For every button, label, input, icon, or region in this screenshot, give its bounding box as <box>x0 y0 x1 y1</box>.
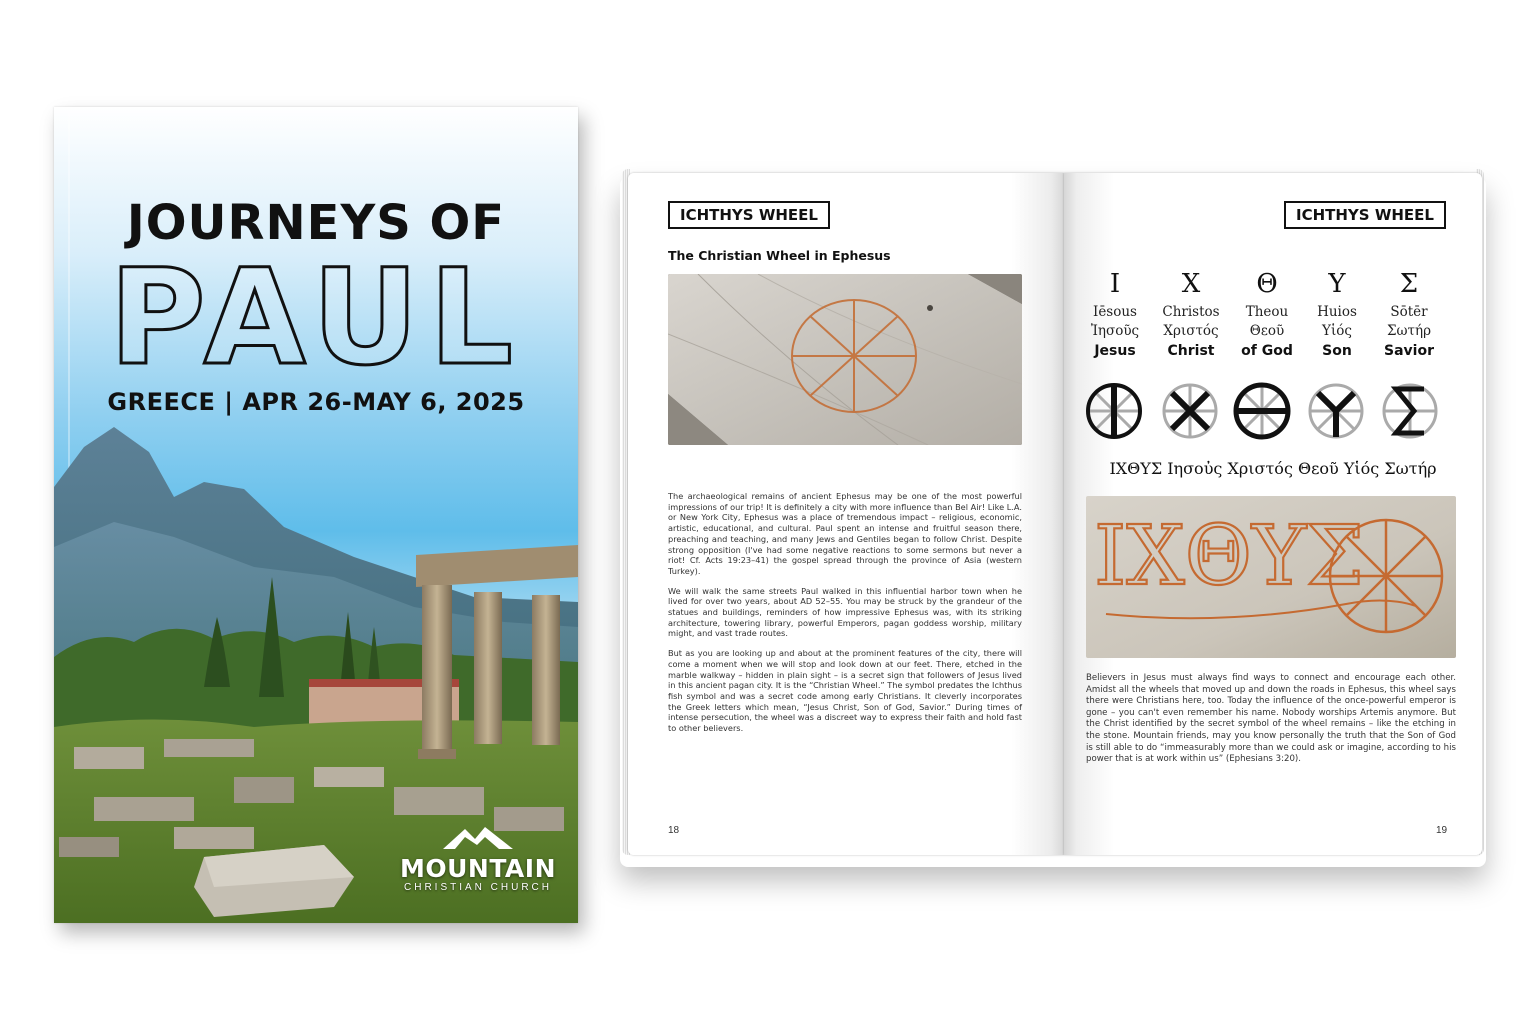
brochure-cover <box>54 107 578 923</box>
english-word: Son <box>1322 343 1352 359</box>
section-tag: ICHTHYS WHEEL <box>1284 201 1446 229</box>
greek-letter: Θ <box>1256 269 1278 299</box>
logo-wordmark: MOUNTAIN <box>399 854 557 883</box>
wheel-theta-icon <box>1232 381 1292 441</box>
wheel-iota-icon <box>1084 381 1144 441</box>
english-word: Jesus <box>1094 343 1136 359</box>
church-logo <box>390 825 566 893</box>
transliteration: Christos <box>1162 304 1220 320</box>
greek-letter-column <box>1080 269 1150 361</box>
section-tag: ICHTHYS WHEEL <box>668 201 830 229</box>
open-brochure <box>610 165 1490 865</box>
reflection-paragraph: Believers in Jesus must always find ways to connect and encourage each other. Amidst all the wheels that moved up and down the roads in Ephesus, this wheel says there were Christians here, too. Today the influence of the once-powerful emperor is gone – you can't even remember his name. Nobody worships Artemis anymore. But the Christ identified by the secret symbol of the wheel remains – like the etching in the stone. Mountain friends, may you know personally the truth that the Son of God is still able to do “immeasurably more than we could ask or imagine, according to his power that is at work within us” (Ephesians 3:20). <box>1086 673 1456 765</box>
transliteration: Sōtēr <box>1390 304 1428 320</box>
greek-letter: Σ <box>1399 269 1419 299</box>
english-word: of God <box>1241 343 1293 359</box>
greek-letter: Χ <box>1181 269 1201 299</box>
greek-letter-column <box>1302 269 1372 361</box>
inscription-text: ΙΧΘΥΣ <box>1094 509 1365 604</box>
wheel-upsilon-icon <box>1306 381 1366 441</box>
page-18 <box>628 173 1064 855</box>
greek-letter-column <box>1374 269 1444 361</box>
cover-title-main: PAUL <box>108 241 524 395</box>
greek-letter: Ι <box>1109 269 1121 299</box>
cover-subtitle: GREECE | APR 26-MAY 6, 2025 <box>107 388 525 416</box>
paragraph: We will walk the same streets Paul walked in this influential harbor town when he lived for over two years, about AD 52–55. You may be struck by the grandeur of the statues and buildings, reminders of how impressive Ephesus was, with its striking architecture, towering library, powerful Emperors, pagan goddess worship, military might, and vast trade routes. <box>668 585 1022 639</box>
cover-title-line1: JOURNEYS OF <box>126 195 506 251</box>
mountain-icon <box>443 825 513 849</box>
page-heading: The Christian Wheel in Ephesus <box>668 248 891 263</box>
greek-word: Σωτήρ <box>1386 323 1432 339</box>
wheel-sigma-icon <box>1380 381 1440 441</box>
ephesus-wheel-photo <box>668 274 1022 445</box>
greek-word: Χριστός <box>1163 323 1219 339</box>
greek-letter: Υ <box>1328 269 1346 299</box>
greek-word: Ἰησοῦς <box>1090 323 1140 339</box>
page-number: 19 <box>1436 825 1448 836</box>
ichthys-inscription-photo <box>1086 496 1456 658</box>
paragraph: But as you are looking up and about at the prominent features of the city, there will come a moment when we will stop and look down at our feet. There, etched in the marble walkway – hidden in plain sight – is a secret sign that followers of Jesus lived in this ancient pagan city. It is the “Christian Wheel.” The symbol predates the Ichthus fish symbol and was a secret code among early Christians. It cleverly incorporates the Greek letters which mean, “Jesus Christ, Son of God, Savior.” During times of intense persecution, the wheel was a discreet way to express their faith and hold fast to other believers. <box>668 648 1023 734</box>
logo-tagline: CHRISTIAN CHURCH <box>404 882 552 893</box>
wheel-chi-icon <box>1160 381 1220 441</box>
english-word: Savior <box>1384 343 1434 359</box>
greek-letter-column <box>1232 269 1302 361</box>
page-number: 18 <box>668 825 680 836</box>
transliteration: Theou <box>1245 304 1289 320</box>
transliteration: Iēsous <box>1092 304 1137 320</box>
english-word: Christ <box>1167 343 1215 359</box>
transliteration: Huios <box>1317 304 1357 320</box>
greek-letter-column <box>1156 269 1226 361</box>
article-body <box>668 491 1022 743</box>
greek-word: Θεοῦ <box>1249 323 1285 339</box>
paragraph: The archaeological remains of ancient Ephesus may be one of the most powerful impressions of our trip! It is definitely a city with more influence than Bel Air! Like L.A. or New York City, Ephesus was a place of tremendous impact – religious, economic, artistic, educational, and cultural. Paul spent an intense and fruitful season there, preaching and teaching, and many Jews and Gentiles began to follow Christ. Despite strong opposition (I've had some negative reactions to some sermons but never a riot! Cf. Acts 19:23–41) the gospel spread through the province of Asia (western Turkey). <box>668 491 1022 576</box>
greek-word: Υἱός <box>1322 323 1352 339</box>
page-19 <box>1064 173 1482 855</box>
greek-phrase: ΙΧΘΥΣ Ιησοὐς Χριστός Θεοῦ Υἱός Σωτήρ <box>1109 459 1437 478</box>
